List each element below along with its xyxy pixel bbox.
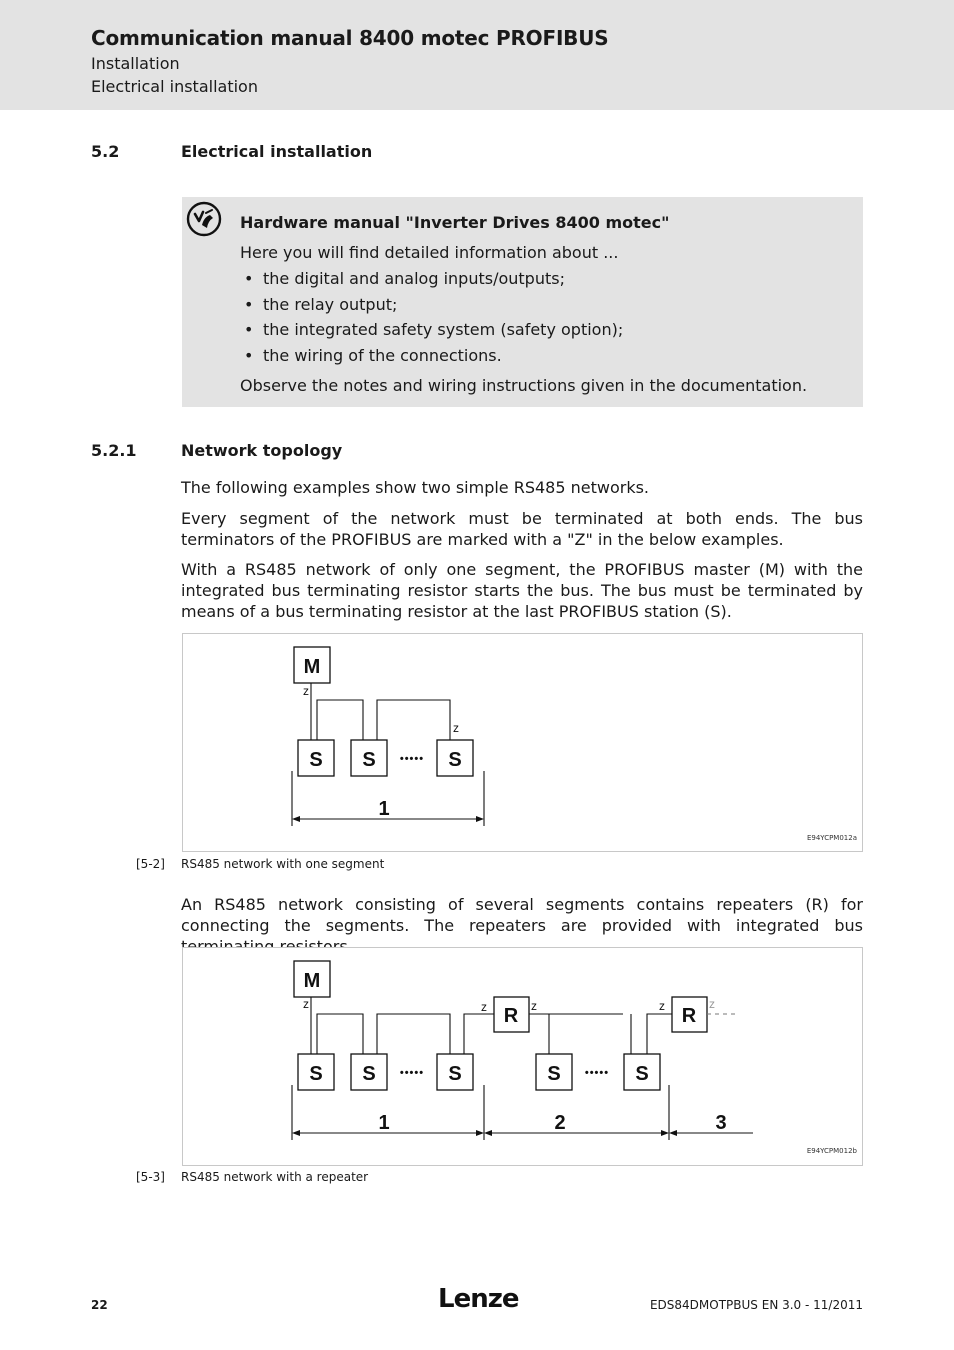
page-number: 22 [91,1298,108,1312]
figure-repeater [182,947,863,1166]
dimension-arrow [484,1130,492,1136]
network-diagram-repeater [183,948,864,1167]
repeater-label: R [681,1005,697,1027]
terminator-label-faded: z [709,997,715,1011]
figure-code: E94YCPM012b [806,1147,857,1155]
note-bullet: the integrated safety system (safety option); [263,320,624,339]
note-bullet: the relay output; [263,295,398,314]
slave-label: S [635,1063,649,1085]
page-header [0,0,954,110]
paragraph-intro: The following examples show two simple RS485 networks. [181,478,650,497]
slave-label: S [448,749,462,771]
subsection-number: 5.2.1 [91,441,137,460]
bus-cable [311,683,450,740]
slave-label: S [309,1063,323,1085]
document-id: EDS84DMOTPBUS EN 3.0 - 11/2011 [649,1298,863,1312]
note-bullet: the digital and analog inputs/outputs; [263,269,565,288]
section-number: 5.2 [91,142,120,161]
breadcrumb-chapter: Installation [91,54,180,73]
figure-code: E94YCPM012a [806,834,857,842]
segment-label: 2 [554,1112,566,1134]
bullet-marker: • [244,320,254,339]
caption-number: [5-2] [136,857,165,871]
document-title: Communication manual 8400 motec PROFIBUS [91,26,609,50]
subsection-title: Network topology [181,441,343,460]
dimension-arrow [661,1130,669,1136]
bullet-marker: • [244,269,254,288]
slave-label: S [448,1063,462,1085]
note-intro: Here you will find detailed information about ... [240,243,619,262]
lenze-logo: Lenze [438,1284,519,1314]
dimension-arrow [476,816,484,822]
bullet-marker: • [244,346,254,365]
continuation-dots: ••••• [399,753,425,765]
bullet-marker: • [244,295,254,314]
slave-label: S [362,749,376,771]
terminator-label: z [481,1000,487,1014]
figure-one-segment [182,633,863,852]
breadcrumb-section: Electrical installation [91,77,258,96]
slave-label: S [362,1063,376,1085]
paragraph-single-segment: With a RS485 network of only one segment, the PROFIBUS master (M) with the integrated bus terminating resistor starts the bus. The bus must be terminated by means of a bus terminating resistor at the last PROFIBUS station (S). [181,560,863,621]
dimension-arrow [292,816,300,822]
repeater-label: R [503,1005,519,1027]
figure-caption: RS485 network with one segment [181,857,385,871]
slave-label: S [547,1063,561,1085]
master-label: M [303,970,321,992]
terminator-label: z [659,999,665,1013]
paragraph-termination: Every segment of the network must be terminated at both ends. The bus terminators of the PROFIBUS are marked with a "Z" in the below examples. [181,509,863,549]
note-outro: Observe the notes and wiring instructions given in the documentation. [240,376,808,395]
dimension-arrow [292,1130,300,1136]
note-title: Hardware manual "Inverter Drives 8400 motec" [240,213,670,232]
section-title: Electrical installation [181,142,373,161]
segment-label: 3 [715,1112,727,1134]
figure-caption: RS485 network with a repeater [181,1170,369,1184]
paragraph-repeaters: An RS485 network consisting of several segments contains repeaters (R) for connecting the segments. The repeaters are provided with integrated bus [181,895,863,935]
terminator-label: z [303,997,309,1011]
terminator-label: z [453,721,459,735]
note-bullet: the wiring of the connections. [263,346,502,365]
continuation-dots: ••••• [399,1067,425,1079]
continuation-dots: ••••• [584,1067,610,1079]
terminator-label: z [303,684,309,698]
dimension-arrow [476,1130,484,1136]
segment-label: 1 [378,798,390,820]
slave-label: S [309,749,323,771]
caption-number: [5-3] [136,1170,165,1184]
manual-reference-icon [186,201,222,237]
dimension-arrow [669,1130,677,1136]
terminator-label: z [531,999,537,1013]
segment-label: 1 [378,1112,390,1134]
network-diagram-one-segment [183,634,864,853]
master-label: M [303,656,321,678]
segment-dimension [292,1085,753,1140]
bus-cable [311,997,672,1054]
